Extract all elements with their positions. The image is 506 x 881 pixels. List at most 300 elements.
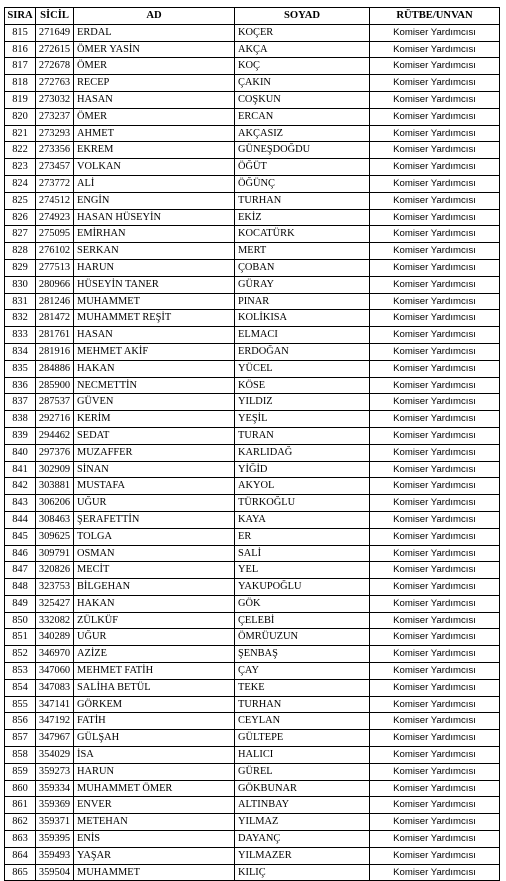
soyad-cell: ÇOBAN bbox=[235, 259, 370, 276]
soyad-cell: KOLİKISA bbox=[235, 310, 370, 327]
table-row bbox=[5, 327, 500, 344]
soyad-cell: ERCAN bbox=[235, 108, 370, 125]
sira-cell: 849 bbox=[5, 595, 36, 612]
table-row bbox=[5, 545, 500, 562]
ad-cell: ÖMER bbox=[74, 108, 235, 125]
ad-cell: MECİT bbox=[74, 562, 235, 579]
ad-cell: AZİZE bbox=[74, 646, 235, 663]
sicil-cell: 281916 bbox=[36, 343, 74, 360]
sicil-cell: 276102 bbox=[36, 243, 74, 260]
sira-cell: 857 bbox=[5, 730, 36, 747]
sicil-cell: 273356 bbox=[36, 142, 74, 159]
sicil-cell: 309625 bbox=[36, 528, 74, 545]
rank-cell: Komiser Yardımcısı bbox=[370, 528, 500, 545]
ad-cell: ÖMER bbox=[74, 58, 235, 75]
rank-cell: Komiser Yardımcısı bbox=[370, 41, 500, 58]
rank-cell: Komiser Yardımcısı bbox=[370, 310, 500, 327]
ad-cell: FATİH bbox=[74, 713, 235, 730]
sicil-cell: 359334 bbox=[36, 780, 74, 797]
table-row bbox=[5, 579, 500, 596]
table-row bbox=[5, 797, 500, 814]
sicil-cell: 294462 bbox=[36, 427, 74, 444]
sira-cell: 861 bbox=[5, 797, 36, 814]
ad-cell: EMİRHAN bbox=[74, 226, 235, 243]
soyad-cell: KILIÇ bbox=[235, 864, 370, 881]
sicil-cell: 323753 bbox=[36, 579, 74, 596]
ad-cell: MUZAFFER bbox=[74, 444, 235, 461]
sira-cell: 833 bbox=[5, 327, 36, 344]
table-row bbox=[5, 780, 500, 797]
sicil-cell: 280966 bbox=[36, 276, 74, 293]
rank-cell: Komiser Yardımcısı bbox=[370, 713, 500, 730]
rank-cell: Komiser Yardımcısı bbox=[370, 444, 500, 461]
sira-cell: 845 bbox=[5, 528, 36, 545]
header-ad: AD bbox=[74, 8, 235, 25]
sira-cell: 841 bbox=[5, 461, 36, 478]
table-row bbox=[5, 243, 500, 260]
ad-cell: GÜLŞAH bbox=[74, 730, 235, 747]
rank-cell: Komiser Yardımcısı bbox=[370, 411, 500, 428]
sira-cell: 834 bbox=[5, 343, 36, 360]
sicil-cell: 281246 bbox=[36, 293, 74, 310]
rank-cell: Komiser Yardımcısı bbox=[370, 209, 500, 226]
rank-cell: Komiser Yardımcısı bbox=[370, 142, 500, 159]
table-row bbox=[5, 814, 500, 831]
rank-cell: Komiser Yardımcısı bbox=[370, 192, 500, 209]
soyad-cell: YAKUPOĞLU bbox=[235, 579, 370, 596]
ad-cell: MUHAMMET ÖMER bbox=[74, 780, 235, 797]
table-row bbox=[5, 411, 500, 428]
sicil-cell: 359371 bbox=[36, 814, 74, 831]
rank-cell: Komiser Yardımcısı bbox=[370, 696, 500, 713]
table-row bbox=[5, 360, 500, 377]
sira-cell: 817 bbox=[5, 58, 36, 75]
soyad-cell: ÇAKIN bbox=[235, 75, 370, 92]
sira-cell: 854 bbox=[5, 679, 36, 696]
personnel-table bbox=[4, 7, 500, 881]
sicil-cell: 273032 bbox=[36, 91, 74, 108]
header-soyad: SOYAD bbox=[235, 8, 370, 25]
ad-cell: AHMET bbox=[74, 125, 235, 142]
sicil-cell: 272678 bbox=[36, 58, 74, 75]
ad-cell: VOLKAN bbox=[74, 159, 235, 176]
sicil-cell: 359493 bbox=[36, 847, 74, 864]
rank-cell: Komiser Yardımcısı bbox=[370, 511, 500, 528]
rank-cell: Komiser Yardımcısı bbox=[370, 243, 500, 260]
rank-cell: Komiser Yardımcısı bbox=[370, 562, 500, 579]
rank-cell: Komiser Yardımcısı bbox=[370, 427, 500, 444]
sira-cell: 835 bbox=[5, 360, 36, 377]
soyad-cell: GÜLTEPE bbox=[235, 730, 370, 747]
table-row bbox=[5, 612, 500, 629]
ad-cell: ALİ bbox=[74, 175, 235, 192]
sicil-cell: 340289 bbox=[36, 629, 74, 646]
table-body bbox=[5, 24, 500, 881]
sira-cell: 829 bbox=[5, 259, 36, 276]
soyad-cell: YILDIZ bbox=[235, 394, 370, 411]
sicil-cell: 284886 bbox=[36, 360, 74, 377]
sira-cell: 840 bbox=[5, 444, 36, 461]
sira-cell: 827 bbox=[5, 226, 36, 243]
sicil-cell: 292716 bbox=[36, 411, 74, 428]
ad-cell: HASAN HÜSEYİN bbox=[74, 209, 235, 226]
sira-cell: 848 bbox=[5, 579, 36, 596]
ad-cell: UĞUR bbox=[74, 495, 235, 512]
sicil-cell: 347060 bbox=[36, 663, 74, 680]
sicil-cell: 309791 bbox=[36, 545, 74, 562]
sira-cell: 831 bbox=[5, 293, 36, 310]
soyad-cell: EKİZ bbox=[235, 209, 370, 226]
table-row bbox=[5, 377, 500, 394]
sicil-cell: 308463 bbox=[36, 511, 74, 528]
sicil-cell: 273293 bbox=[36, 125, 74, 142]
header-sicil: SİCİL bbox=[36, 8, 74, 25]
rank-cell: Komiser Yardımcısı bbox=[370, 293, 500, 310]
soyad-cell: GÖKBUNAR bbox=[235, 780, 370, 797]
sira-cell: 844 bbox=[5, 511, 36, 528]
table-row bbox=[5, 209, 500, 226]
sira-cell: 823 bbox=[5, 159, 36, 176]
ad-cell: EKREM bbox=[74, 142, 235, 159]
sira-cell: 830 bbox=[5, 276, 36, 293]
sira-cell: 858 bbox=[5, 747, 36, 764]
rank-cell: Komiser Yardımcısı bbox=[370, 343, 500, 360]
table-row bbox=[5, 864, 500, 881]
table-row bbox=[5, 595, 500, 612]
table-row bbox=[5, 192, 500, 209]
sicil-cell: 306206 bbox=[36, 495, 74, 512]
ad-cell: HARUN bbox=[74, 259, 235, 276]
sicil-cell: 272763 bbox=[36, 75, 74, 92]
rank-cell: Komiser Yardımcısı bbox=[370, 175, 500, 192]
header-rank: RÜTBE/UNVAN bbox=[370, 8, 500, 25]
sicil-cell: 354029 bbox=[36, 747, 74, 764]
sira-cell: 855 bbox=[5, 696, 36, 713]
soyad-cell: TURHAN bbox=[235, 192, 370, 209]
sira-cell: 816 bbox=[5, 41, 36, 58]
table-row bbox=[5, 528, 500, 545]
table-row bbox=[5, 310, 500, 327]
table-row bbox=[5, 696, 500, 713]
sira-cell: 846 bbox=[5, 545, 36, 562]
table-row bbox=[5, 293, 500, 310]
sira-cell: 864 bbox=[5, 847, 36, 864]
sicil-cell: 346970 bbox=[36, 646, 74, 663]
rank-cell: Komiser Yardımcısı bbox=[370, 24, 500, 41]
rank-cell: Komiser Yardımcısı bbox=[370, 91, 500, 108]
soyad-cell: PINAR bbox=[235, 293, 370, 310]
ad-cell: SERKAN bbox=[74, 243, 235, 260]
table-row bbox=[5, 91, 500, 108]
table-row bbox=[5, 847, 500, 864]
soyad-cell: ŞENBAŞ bbox=[235, 646, 370, 663]
table-row bbox=[5, 125, 500, 142]
soyad-cell: GÜRAY bbox=[235, 276, 370, 293]
rank-cell: Komiser Yardımcısı bbox=[370, 864, 500, 881]
rank-cell: Komiser Yardımcısı bbox=[370, 831, 500, 848]
sira-cell: 828 bbox=[5, 243, 36, 260]
table-row bbox=[5, 511, 500, 528]
table-row bbox=[5, 679, 500, 696]
rank-cell: Komiser Yardımcısı bbox=[370, 360, 500, 377]
rank-cell: Komiser Yardımcısı bbox=[370, 797, 500, 814]
sira-cell: 822 bbox=[5, 142, 36, 159]
document-page bbox=[4, 7, 500, 881]
ad-cell: HAKAN bbox=[74, 360, 235, 377]
ad-cell: ENİS bbox=[74, 831, 235, 848]
ad-cell: ŞERAFETTİN bbox=[74, 511, 235, 528]
soyad-cell: AKÇA bbox=[235, 41, 370, 58]
rank-cell: Komiser Yardımcısı bbox=[370, 747, 500, 764]
sicil-cell: 277513 bbox=[36, 259, 74, 276]
sicil-cell: 359395 bbox=[36, 831, 74, 848]
table-row bbox=[5, 629, 500, 646]
sicil-cell: 271649 bbox=[36, 24, 74, 41]
soyad-cell: YEL bbox=[235, 562, 370, 579]
sira-cell: 818 bbox=[5, 75, 36, 92]
rank-cell: Komiser Yardımcısı bbox=[370, 814, 500, 831]
table-row bbox=[5, 461, 500, 478]
soyad-cell: KOCATÜRK bbox=[235, 226, 370, 243]
ad-cell: ENVER bbox=[74, 797, 235, 814]
soyad-cell: SALİ bbox=[235, 545, 370, 562]
rank-cell: Komiser Yardımcısı bbox=[370, 478, 500, 495]
soyad-cell: YEŞİL bbox=[235, 411, 370, 428]
sicil-cell: 359273 bbox=[36, 763, 74, 780]
sira-cell: 836 bbox=[5, 377, 36, 394]
soyad-cell: TURAN bbox=[235, 427, 370, 444]
sira-cell: 850 bbox=[5, 612, 36, 629]
sicil-cell: 281761 bbox=[36, 327, 74, 344]
sicil-cell: 275095 bbox=[36, 226, 74, 243]
rank-cell: Komiser Yardımcısı bbox=[370, 780, 500, 797]
rank-cell: Komiser Yardımcısı bbox=[370, 327, 500, 344]
table-row bbox=[5, 495, 500, 512]
soyad-cell: ÖĞÜT bbox=[235, 159, 370, 176]
table-row bbox=[5, 108, 500, 125]
ad-cell: MUHAMMET REŞİT bbox=[74, 310, 235, 327]
ad-cell: ZÜLKÜF bbox=[74, 612, 235, 629]
rank-cell: Komiser Yardımcısı bbox=[370, 495, 500, 512]
ad-cell: OSMAN bbox=[74, 545, 235, 562]
sira-cell: 826 bbox=[5, 209, 36, 226]
sicil-cell: 347192 bbox=[36, 713, 74, 730]
table-row bbox=[5, 562, 500, 579]
rank-cell: Komiser Yardımcısı bbox=[370, 646, 500, 663]
soyad-cell: ER bbox=[235, 528, 370, 545]
sira-cell: 865 bbox=[5, 864, 36, 881]
table-row bbox=[5, 276, 500, 293]
ad-cell: SİNAN bbox=[74, 461, 235, 478]
sira-cell: 851 bbox=[5, 629, 36, 646]
sira-cell: 815 bbox=[5, 24, 36, 41]
table-header-row bbox=[5, 8, 500, 25]
soyad-cell: KOÇ bbox=[235, 58, 370, 75]
rank-cell: Komiser Yardımcısı bbox=[370, 226, 500, 243]
table-row bbox=[5, 478, 500, 495]
rank-cell: Komiser Yardımcısı bbox=[370, 579, 500, 596]
rank-cell: Komiser Yardımcısı bbox=[370, 679, 500, 696]
sicil-cell: 281472 bbox=[36, 310, 74, 327]
sicil-cell: 332082 bbox=[36, 612, 74, 629]
ad-cell: KERİM bbox=[74, 411, 235, 428]
soyad-cell: KOÇER bbox=[235, 24, 370, 41]
ad-cell: HAKAN bbox=[74, 595, 235, 612]
soyad-cell: ÇELEBİ bbox=[235, 612, 370, 629]
table-row bbox=[5, 75, 500, 92]
sira-cell: 856 bbox=[5, 713, 36, 730]
sira-cell: 852 bbox=[5, 646, 36, 663]
rank-cell: Komiser Yardımcısı bbox=[370, 612, 500, 629]
table-row bbox=[5, 58, 500, 75]
table-row bbox=[5, 747, 500, 764]
soyad-cell: YILMAZ bbox=[235, 814, 370, 831]
table-row bbox=[5, 41, 500, 58]
sicil-cell: 359504 bbox=[36, 864, 74, 881]
table-row bbox=[5, 394, 500, 411]
sicil-cell: 274512 bbox=[36, 192, 74, 209]
soyad-cell: KARLIDAĞ bbox=[235, 444, 370, 461]
ad-cell: ERDAL bbox=[74, 24, 235, 41]
soyad-cell: KAYA bbox=[235, 511, 370, 528]
table-row bbox=[5, 663, 500, 680]
ad-cell: MUHAMMET bbox=[74, 293, 235, 310]
sira-cell: 847 bbox=[5, 562, 36, 579]
rank-cell: Komiser Yardımcısı bbox=[370, 545, 500, 562]
ad-cell: ÖMER YASİN bbox=[74, 41, 235, 58]
table-row bbox=[5, 259, 500, 276]
table-row bbox=[5, 646, 500, 663]
table-row bbox=[5, 175, 500, 192]
soyad-cell: GÖK bbox=[235, 595, 370, 612]
table-row bbox=[5, 226, 500, 243]
sicil-cell: 273457 bbox=[36, 159, 74, 176]
ad-cell: MUHAMMET bbox=[74, 864, 235, 881]
rank-cell: Komiser Yardımcısı bbox=[370, 461, 500, 478]
ad-cell: BİLGEHAN bbox=[74, 579, 235, 596]
ad-cell: NECMETTİN bbox=[74, 377, 235, 394]
sicil-cell: 274923 bbox=[36, 209, 74, 226]
ad-cell: MUSTAFA bbox=[74, 478, 235, 495]
rank-cell: Komiser Yardımcısı bbox=[370, 377, 500, 394]
rank-cell: Komiser Yardımcısı bbox=[370, 58, 500, 75]
table-row bbox=[5, 444, 500, 461]
sira-cell: 860 bbox=[5, 780, 36, 797]
sicil-cell: 359369 bbox=[36, 797, 74, 814]
sira-cell: 832 bbox=[5, 310, 36, 327]
soyad-cell: ERDOĞAN bbox=[235, 343, 370, 360]
rank-cell: Komiser Yardımcısı bbox=[370, 108, 500, 125]
soyad-cell: COŞKUN bbox=[235, 91, 370, 108]
header-sira: SIRA bbox=[5, 8, 36, 25]
soyad-cell: ALTINBAY bbox=[235, 797, 370, 814]
sicil-cell: 273772 bbox=[36, 175, 74, 192]
rank-cell: Komiser Yardımcısı bbox=[370, 663, 500, 680]
rank-cell: Komiser Yardımcısı bbox=[370, 595, 500, 612]
sicil-cell: 347083 bbox=[36, 679, 74, 696]
table-row bbox=[5, 159, 500, 176]
soyad-cell: YİĞİD bbox=[235, 461, 370, 478]
rank-cell: Komiser Yardımcısı bbox=[370, 763, 500, 780]
ad-cell: SEDAT bbox=[74, 427, 235, 444]
ad-cell: MEHMET AKİF bbox=[74, 343, 235, 360]
sira-cell: 825 bbox=[5, 192, 36, 209]
table-row bbox=[5, 24, 500, 41]
soyad-cell: ELMACI bbox=[235, 327, 370, 344]
soyad-cell: YÜCEL bbox=[235, 360, 370, 377]
ad-cell: GÜVEN bbox=[74, 394, 235, 411]
ad-cell: TOLGA bbox=[74, 528, 235, 545]
ad-cell: METEHAN bbox=[74, 814, 235, 831]
rank-cell: Komiser Yardımcısı bbox=[370, 125, 500, 142]
soyad-cell: ÖĞÜNÇ bbox=[235, 175, 370, 192]
sicil-cell: 297376 bbox=[36, 444, 74, 461]
ad-cell: ENGİN bbox=[74, 192, 235, 209]
ad-cell: GÖRKEM bbox=[74, 696, 235, 713]
soyad-cell: CEYLAN bbox=[235, 713, 370, 730]
sicil-cell: 303881 bbox=[36, 478, 74, 495]
soyad-cell: GÜREL bbox=[235, 763, 370, 780]
ad-cell: MEHMET FATİH bbox=[74, 663, 235, 680]
sira-cell: 824 bbox=[5, 175, 36, 192]
soyad-cell: KÖSE bbox=[235, 377, 370, 394]
sicil-cell: 287537 bbox=[36, 394, 74, 411]
soyad-cell: DAYANÇ bbox=[235, 831, 370, 848]
ad-cell: SALİHA BETÜL bbox=[74, 679, 235, 696]
table-row bbox=[5, 831, 500, 848]
rank-cell: Komiser Yardımcısı bbox=[370, 276, 500, 293]
rank-cell: Komiser Yardımcısı bbox=[370, 847, 500, 864]
rank-cell: Komiser Yardımcısı bbox=[370, 730, 500, 747]
rank-cell: Komiser Yardımcısı bbox=[370, 394, 500, 411]
soyad-cell: ÖMRÜUZUN bbox=[235, 629, 370, 646]
table-row bbox=[5, 730, 500, 747]
sicil-cell: 285900 bbox=[36, 377, 74, 394]
sira-cell: 821 bbox=[5, 125, 36, 142]
ad-cell: HASAN bbox=[74, 91, 235, 108]
table-row bbox=[5, 713, 500, 730]
sira-cell: 863 bbox=[5, 831, 36, 848]
ad-cell: HARUN bbox=[74, 763, 235, 780]
table-row bbox=[5, 343, 500, 360]
sicil-cell: 325427 bbox=[36, 595, 74, 612]
sicil-cell: 320826 bbox=[36, 562, 74, 579]
soyad-cell: TEKE bbox=[235, 679, 370, 696]
sira-cell: 838 bbox=[5, 411, 36, 428]
table-row bbox=[5, 763, 500, 780]
sira-cell: 862 bbox=[5, 814, 36, 831]
sira-cell: 839 bbox=[5, 427, 36, 444]
sira-cell: 819 bbox=[5, 91, 36, 108]
sicil-cell: 347967 bbox=[36, 730, 74, 747]
soyad-cell: YILMAZER bbox=[235, 847, 370, 864]
soyad-cell: ÇAY bbox=[235, 663, 370, 680]
sicil-cell: 273237 bbox=[36, 108, 74, 125]
soyad-cell: MERT bbox=[235, 243, 370, 260]
sicil-cell: 272615 bbox=[36, 41, 74, 58]
sira-cell: 837 bbox=[5, 394, 36, 411]
ad-cell: HASAN bbox=[74, 327, 235, 344]
soyad-cell: AKYOL bbox=[235, 478, 370, 495]
ad-cell: İSA bbox=[74, 747, 235, 764]
sira-cell: 853 bbox=[5, 663, 36, 680]
soyad-cell: GÜNEŞDOĞDU bbox=[235, 142, 370, 159]
rank-cell: Komiser Yardımcısı bbox=[370, 259, 500, 276]
sira-cell: 859 bbox=[5, 763, 36, 780]
ad-cell: RECEP bbox=[74, 75, 235, 92]
table-row bbox=[5, 427, 500, 444]
ad-cell: YAŞAR bbox=[74, 847, 235, 864]
